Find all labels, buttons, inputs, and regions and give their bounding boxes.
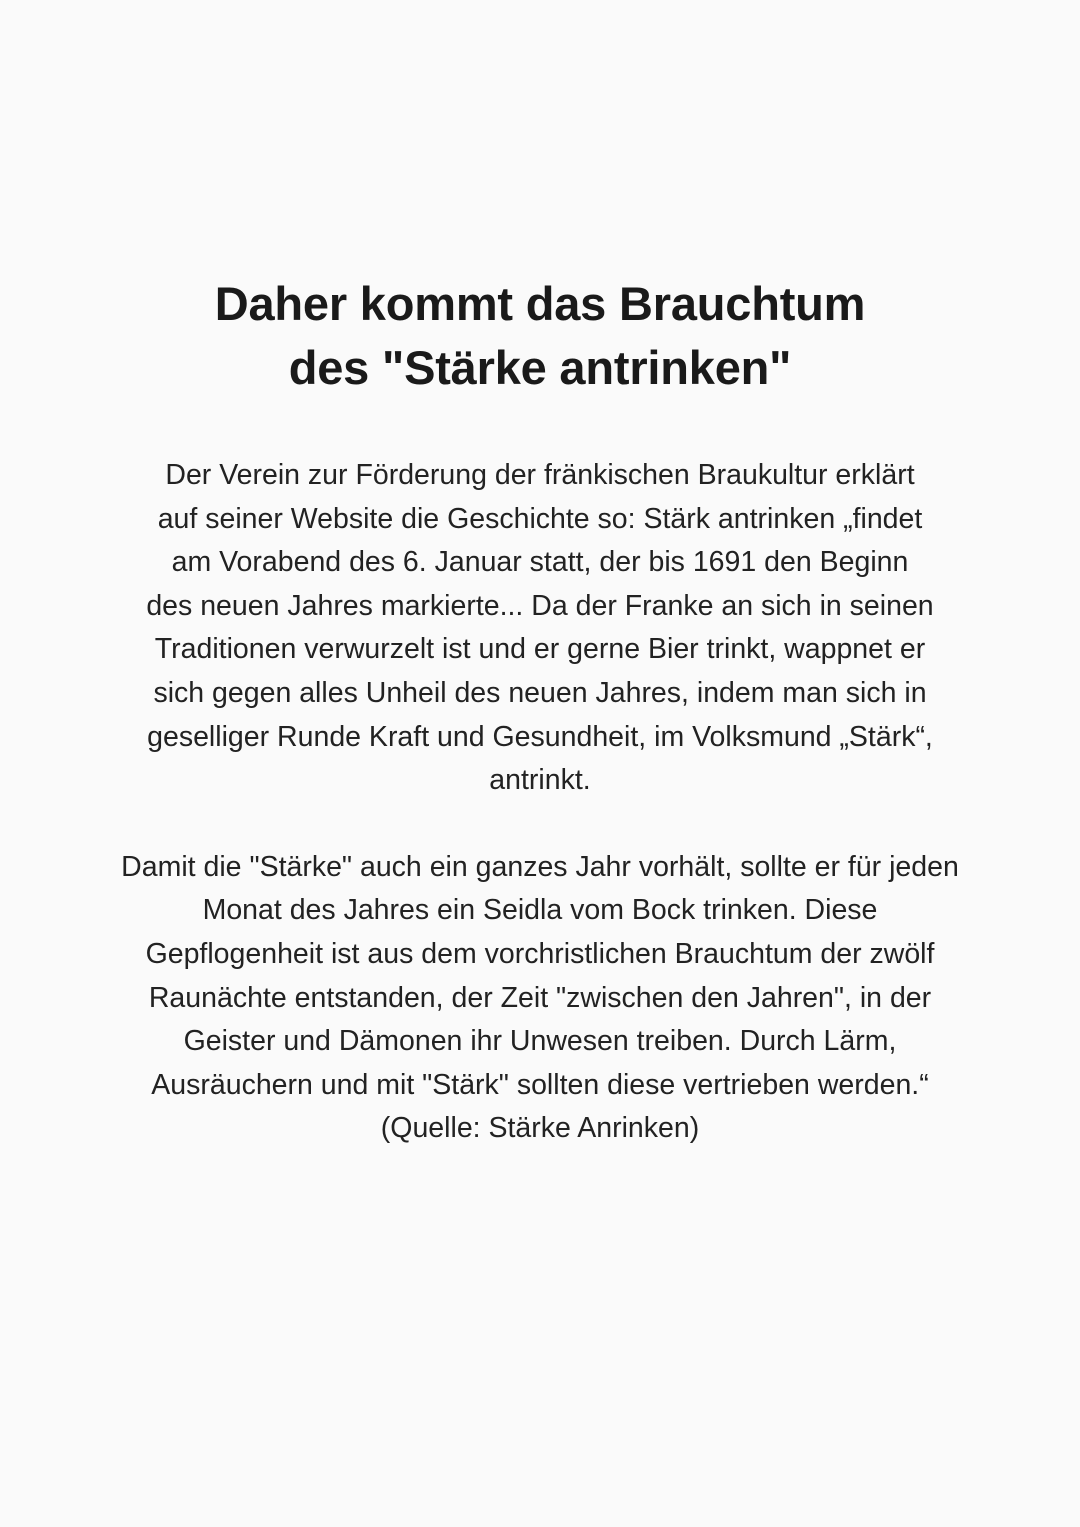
article-paragraph: Damit die "Stärke" auch ein ganzes Jahr vorhält, sollte er für jeden Monat des Jahres ein Seidla vom Bock trinken. Diese Gepflogenheit ist aus dem vorchristlichen Brauchtum der zwölf Raunächte entstanden, der Zeit "zwischen den Jahren", in der Geister und Dämonen ihr Unwesen treiben. Durch Lärm, Ausräuchern und mit "Stärk" sollten diese vertrieben werden.“ (Quelle: Stärke Anrinken) bbox=[121, 850, 959, 1145]
article-paragraph: Der Verein zur Förderung der fränkischen Braukultur erklärt auf seiner Website die Geschichte so: Stärk antrinken „findet am Vorabend des 6. Januar statt, der bis 1691 den Beginn des neuen Jahres markierte... Da der Franke an sich in seinen Traditionen verwurzelt ist und er gerne Bier trinkt, wappnet er sich gegen alles Unheil des neuen Jahres, indem man sich in geselliger Runde Kraft und Gesundheit, im Volksmund „Stärk“, antrinkt. bbox=[146, 459, 934, 797]
article bbox=[120, 272, 960, 1151]
article-title: Daher kommt das Brauchtum des "Stärke antrinken" bbox=[214, 277, 866, 394]
